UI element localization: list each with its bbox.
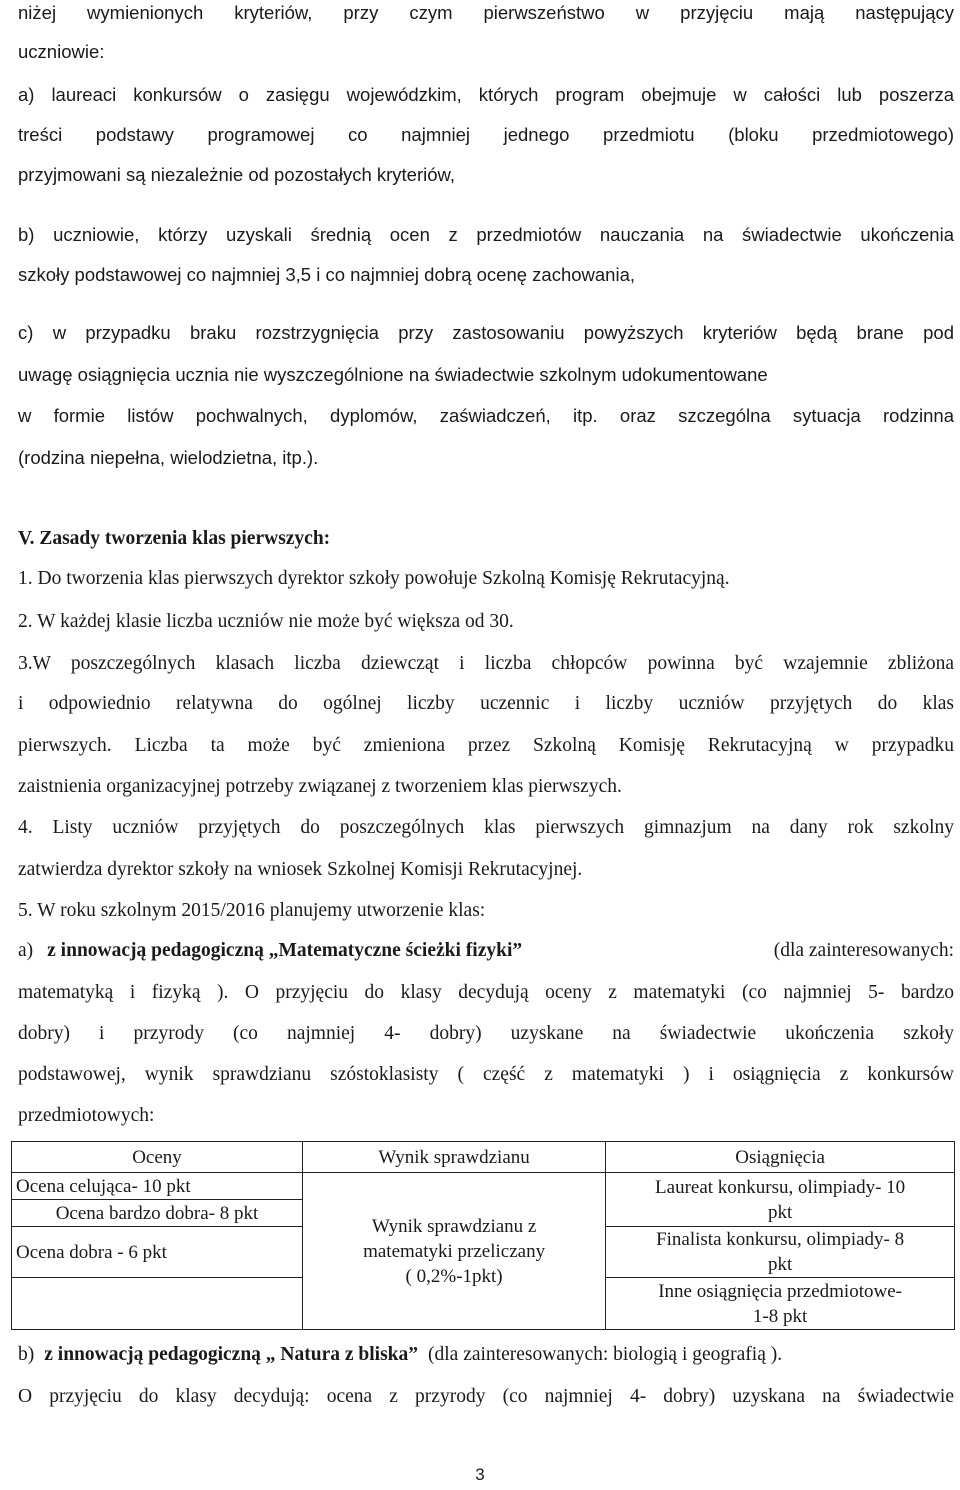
table-row xyxy=(12,1173,955,1200)
header-exam: Wynik sprawdzianu xyxy=(302,1142,605,1173)
criterion-a-line: treści podstawy programowej co najmniej jednego przedmiotu (bloku przedmiotowego) xyxy=(18,124,954,145)
rule-4-line: 4. Listy uczniów przyjętych do poszczególnych klas pierwszych gimnazjum na dany rok szkolny xyxy=(18,817,954,838)
rule-3-line: 3.W poszczególnych klasach liczba dziewcząt i liczba chłopców powinna być wzajemnie zbliżona xyxy=(18,653,954,674)
criterion-b-line: b) uczniowie, którzy uzyskali średnią ocen z przedmiotów nauczania na świadectwie ukończenia xyxy=(18,224,954,245)
criterion-c-line: w formie listów pochwalnych, dyplomów, zaświadczeń, itp. oraz szczególna sytuacja rodzinna xyxy=(18,405,954,426)
criterion-c-line: uwagę osiągnięcia ucznia nie wyszczególnione na świadectwie szkolnym udokumentowane xyxy=(18,364,768,385)
exam-text: matematyki przeliczany xyxy=(363,1240,546,1262)
achievement-text: pkt xyxy=(767,1254,793,1275)
exam-text: Wynik sprawdzianu z xyxy=(371,1215,537,1237)
grade-cell: Ocena dobra - 6 pkt xyxy=(12,1227,303,1278)
achievement-text: Finalista konkursu, olimpiady- 8 xyxy=(656,1229,905,1250)
rule-3-line: i odpowiednio relatywna do ogólnej liczby uczennic i liczby uczniów przyjętych do klas xyxy=(18,693,954,714)
rule-3-line: pierwszych. Liczba ta może być zmieniona przez Szkolną Komisję Rekrutacyjną w przypadku xyxy=(18,735,954,756)
grade-cell: Ocena celująca- 10 pkt xyxy=(12,1173,303,1200)
class-a-description: podstawowej, wynik sprawdzianu szóstoklasisty ( część z matematyki ) i osiągnięcia z konkursów xyxy=(18,1064,954,1085)
class-a-target: (dla zainteresowanych: xyxy=(773,940,954,961)
rule-3-line: zaistnienia organizacyjnej potrzeby związanej z tworzeniem klas pierwszych. xyxy=(18,776,622,797)
class-b-name: z innowacją pedagogiczną „ Natura z bliska” xyxy=(44,1344,419,1365)
rule-1-line: 1. Do tworzenia klas pierwszych dyrektor szkoły powołuje Szkolną Komisję Rekrutacyjną. xyxy=(18,568,730,589)
grade-cell: Ocena bardzo dobra- 8 pkt xyxy=(12,1200,303,1227)
class-b-target: (dla zainteresowanych: biologią i geografią ). xyxy=(428,1344,783,1365)
exam-text: ( 0,2%-1pkt) xyxy=(405,1265,503,1287)
rule-4-line: zatwierdza dyrektor szkoły na wniosek Szkolnej Komisji Rekrutacyjnej. xyxy=(18,859,583,880)
criterion-b-line: szkoły podstawowej co najmniej 3,5 i co najmniej dobrą ocenę zachowania, xyxy=(18,264,636,285)
rule-2-line: 2. W każdej klasie liczba uczniów nie może być większa od 30. xyxy=(18,611,514,632)
class-a-description: matematyką i fizyką ). O przyjęciu do klasy decydują oceny z matematyki (co najmniej 5- bardzo xyxy=(18,982,954,1003)
achievement-text: pkt xyxy=(767,1201,793,1223)
scoring-table xyxy=(11,1141,955,1330)
class-a-name: z innowacją pedagogiczną „Matematyczne ścieżki fizyki” xyxy=(47,940,523,961)
class-a-description: dobry) i przyrody (co najmniej 4- dobry) uzyskane na świadectwie ukończenia szkoły xyxy=(18,1023,954,1044)
class-a-title-line xyxy=(18,938,954,964)
table-header-row xyxy=(12,1142,955,1173)
grade-cell-empty xyxy=(12,1278,303,1330)
section-heading: V. Zasady tworzenia klas pierwszych: xyxy=(18,528,331,549)
class-b-title-line xyxy=(18,1342,954,1368)
page-number: 3 xyxy=(475,1465,485,1484)
criterion-c-line: c) w przypadku braku rozstrzygnięcia przy zastosowaniu powyższych kryteriów będą brane pod xyxy=(18,322,954,343)
criterion-a-line: przyjmowani są niezależnie od pozostałych kryteriów, xyxy=(18,164,456,185)
header-grades: Oceny xyxy=(12,1142,303,1173)
criterion-a-line: a) laureaci konkursów o zasięgu wojewódzkim, których program obejmuje w całości lub poszerza xyxy=(18,84,954,105)
achievement-cell xyxy=(606,1278,955,1330)
header-achievements: Osiągnięcia xyxy=(606,1142,955,1173)
exam-cell xyxy=(302,1173,605,1330)
achievement-text: 1-8 pkt xyxy=(752,1305,808,1327)
rule-5-line: 5. W roku szkolnym 2015/2016 planujemy utworzenie klas: xyxy=(18,900,486,921)
achievement-cell xyxy=(606,1227,955,1278)
paragraph-line: niżej wymienionych kryteriów, przy czym pierwszeństwo w przyjęciu mają następujący xyxy=(18,2,954,23)
class-b-prefix: b) xyxy=(18,1344,35,1365)
class-b-description: O przyjęciu do klasy decydują: ocena z przyrody (co najmniej 4- dobry) uzyskana na świadectwie xyxy=(18,1386,954,1407)
class-a-prefix: a) xyxy=(18,940,34,961)
class-a-description: przedmiotowych: xyxy=(18,1105,155,1126)
achievement-text: Laureat konkursu, olimpiady- 10 xyxy=(655,1176,906,1198)
achievement-text: Inne osiągnięcia przedmiotowe- xyxy=(658,1280,902,1302)
achievement-cell xyxy=(606,1173,955,1227)
paragraph-line: uczniowie: xyxy=(18,41,105,62)
criterion-c-line: (rodzina niepełna, wielodzietna, itp.). xyxy=(18,447,319,468)
